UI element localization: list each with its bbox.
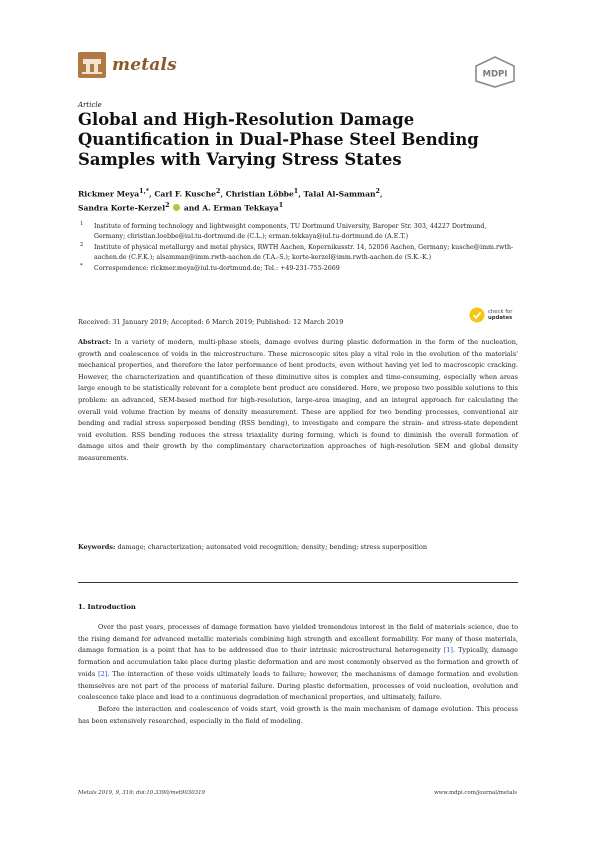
section-heading: 1. Introduction [78,603,136,611]
section-divider [78,582,518,583]
journal-name: metals [112,55,177,75]
author-name[interactable]: A. Erman Tekkaya [202,203,279,213]
affiliation-item [78,264,518,274]
author-connector: and [183,203,200,213]
abstract [78,337,518,465]
check-updates-label: check for updates [488,309,513,321]
author-affiliation-mark: 2 [216,188,221,195]
author-name[interactable]: Rickmer Meya [78,189,140,199]
affiliation-item [78,243,518,262]
author-name[interactable]: Sandra Korte-Kerzel [78,203,166,213]
affiliation-number: 1 [80,221,84,227]
body-paragraph: Before the interaction and coalescence of voids start, void growth is the main mechanism of damage evolution. This process has been extensively researched, especially in the field of modeling. [78,704,518,725]
affiliation-number: 2 [80,242,84,249]
citation-link[interactable]: [1] [443,646,453,655]
keywords-text: damage; characterization; automated void recognition; density; bending; stress superposition [117,543,428,551]
author-affiliation-mark: 1,* [139,188,150,195]
author-affiliation-mark: 2 [165,201,170,209]
abstract-text: In a variety of modern, multi-phase steels, damage evolves during plastic deformation in the form of the nucleation, growth and coalescence of voids in the microstructure. These microscopic sites play a vital role in the evolution of the materials' mechanical properties, and therefore the later performance of bent products, even without having yet led to macroscopic cracking. However, the characterization and quantification of these diminutive sites is complex and time-consuming, especially when areas large enough to be statistically relevant for a complete bent product are considered. Here, we propose two possible solutions to this problem: an advanced, SEM-based method for high-resolution, large-area imaging, and an integral approach for calculating the overall void volume fraction by means of density measurement. These are applied for two bending processes, conventional air bending and radial stress superposed bending (RSS bending), to investigate and compare the strain- and stress-state dependent void evolution. RSS bending reduces the stress triaxiality during forming, which is found to diminish the overall formation of damage sites and their growth by the complimentary characterization approaches of high-resolution SEM and global density measurements. [78,338,518,462]
publisher-label: MDPI [482,69,508,80]
abstract-label: Abstract: [78,338,112,346]
affiliation-text: Institute of forming technology and lightweight components, TU Dortmund University, Baroper Str. 303, 44227 Dortmund, Germany; christian.loebbe@iul.tu-dortmund.de (C.L.); erman.tekkaya@iul.tu-dortmund.de (A.E.T.) [94,223,487,240]
author-affiliation-mark: 2 [375,188,380,195]
author-list: Rickmer Meya$^{1,*}$, Carl F. Kusche$^2$, Christian Löbbe$^1$, Talal Al-Samman$^2$, Sandra Korte-Kerzel$^2$ and A. Erman Tekkaya$^1$ [78,188,383,213]
affiliations [78,222,518,276]
keywords [78,542,518,554]
article-title: Global and High-Resolution Damage Quantification in Dual-Phase Steel Bending Samples with Varying Stress States [78,110,479,169]
article-type: Article [78,101,102,109]
author-affiliation-mark: 1 [293,188,299,195]
footer-citation: Metals 2019, 9, 319; doi:10.3390/met9030319 [78,790,205,796]
author-name[interactable]: Carl F. Kusche [154,189,217,199]
citation-link[interactable]: [2] [98,669,108,678]
author-name[interactable]: Talal Al-Samman [303,189,376,199]
author-affiliation-mark: 1 [278,201,284,209]
publication-dates: Received: 31 January 2019; Accepted: 6 March 2019; Published: 12 March 2019 [78,318,344,326]
correspondence-text: Correspondence: rickmer.meya@iul.tu-dortmund.de; Tel.: +49-231-755-2669 [94,265,340,273]
footer-journal-url[interactable]: www.mdpi.com/journal/metals [434,790,517,796]
journal-logo-icon [78,52,106,78]
orcid-icon[interactable] [173,204,180,211]
body-paragraph: Over the past years, processes of damage formation have yielded tremendous interest in the field of materials science, due to the rising demand for advanced metallic materials combining high strength and excellent formability. For many of those materials, damage formation is a point that has to be addressed due to their intrinsic microstructural heterogeneity [1]. Typically, damage formation and accumulation take place during plastic deformation and are most commonly observed as the formation and growth of voids [2]. The interaction of these voids ultimately leads to failure; however, the mechanisms of damage formation and evolution themselves are not part of the process of material failure. During plastic deformation, processes of void nucleation, evolution and coalescence take place and lead to a continuous degradation of mechanical properties, and ultimately, failure. [78,623,519,702]
author-name[interactable]: Christian Löbbe [225,189,294,199]
keywords-label: Keywords: [78,543,116,551]
affiliation-item [78,222,518,241]
check-updates-icon [469,307,485,323]
check-for-updates-button[interactable] [469,307,512,323]
journal-logo[interactable] [78,52,177,78]
publisher-logo-icon[interactable] [474,56,516,88]
affiliation-text: Institute of physical metallurgy and metal physics, RWTH Aachen, Kopernikusstr. 14, 52056 Aachen, Germany; kusche@imm.rwth-aachen.de (C.F.K.); alsamman@imm.rwth-aachen.de (T.A.-S.); korte-kerzel@imm.rwth-aachen.de (S.K.-K.) [94,244,514,261]
affiliation-number: * [80,263,83,270]
body-text [78,622,518,727]
